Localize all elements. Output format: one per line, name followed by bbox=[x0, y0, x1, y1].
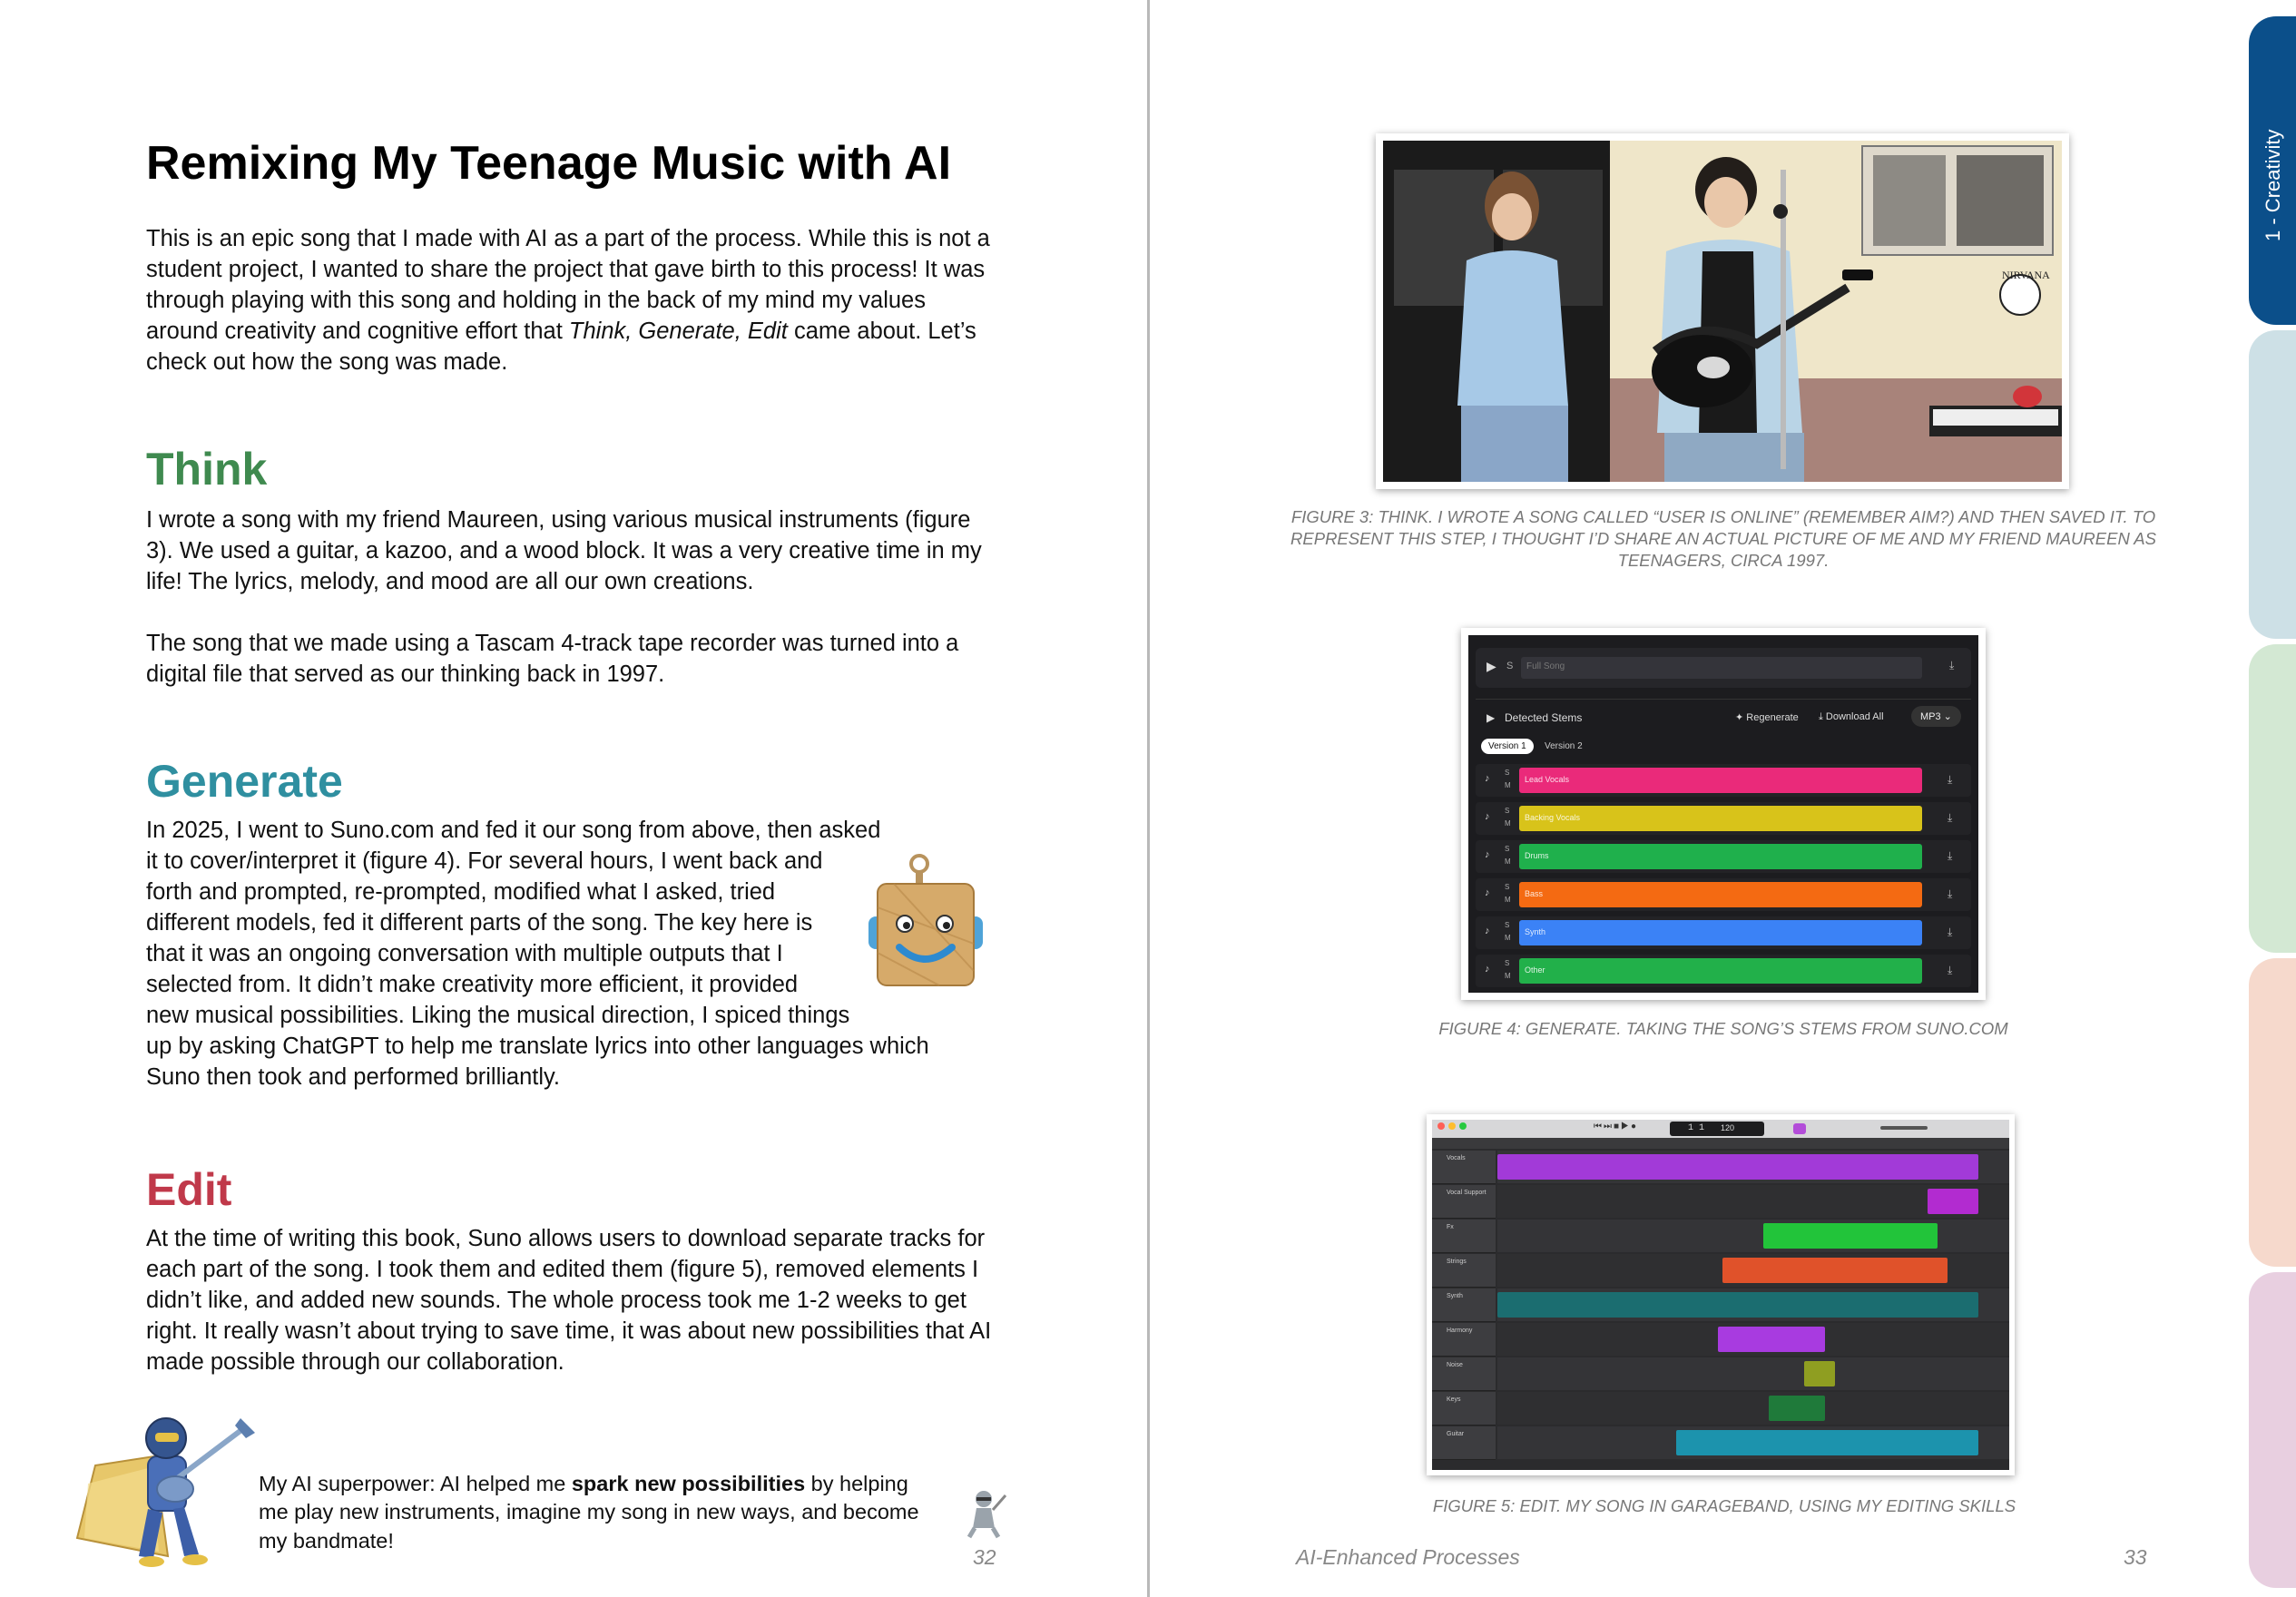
superpower-text: My AI superpower: AI helped me bbox=[259, 1471, 572, 1495]
generate-line: forth and prompted, re-prompted, modified what I asked, tried bbox=[146, 879, 776, 905]
figure-5-caption: FIGURE 5: EDIT. MY SONG IN GARAGEBAND, USING MY EDITING SKILLS bbox=[1432, 1496, 2016, 1515]
stem-waveform[interactable] bbox=[1519, 844, 1922, 869]
track-lane bbox=[1497, 1357, 2009, 1390]
regenerate-label: Regenerate bbox=[1746, 712, 1799, 723]
track-header[interactable] bbox=[1432, 1392, 1496, 1426]
generate-heading: Generate bbox=[146, 756, 343, 807]
track-name: Harmony bbox=[1447, 1328, 1473, 1334]
intro-paragraph bbox=[146, 223, 999, 377]
figure-3-photo bbox=[1376, 133, 2069, 489]
stem-instrument-icon: ♪ bbox=[1485, 849, 1490, 860]
audio-region[interactable] bbox=[1769, 1396, 1825, 1421]
stem-row bbox=[1476, 955, 1971, 987]
download-icon[interactable]: ⤓ bbox=[1949, 659, 1955, 671]
track-header[interactable] bbox=[1432, 1185, 1496, 1219]
track-lane bbox=[1497, 1220, 2009, 1252]
teen-band-photo bbox=[1376, 133, 2069, 489]
solo-mute-toggles[interactable]: S M bbox=[1505, 921, 1511, 942]
stem-label: Drums bbox=[1525, 851, 1549, 860]
generate-paragraph bbox=[146, 815, 954, 1092]
stem-label: Bass bbox=[1525, 889, 1544, 898]
track-name: Noise bbox=[1447, 1362, 1463, 1368]
lcd-position: 1 1 bbox=[1688, 1123, 1705, 1133]
zoom-window-button[interactable] bbox=[1459, 1122, 1467, 1130]
tab-label: 1 - Creativity bbox=[2262, 129, 2284, 241]
track-header[interactable] bbox=[1432, 1357, 1496, 1391]
stem-instrument-icon: ♪ bbox=[1485, 926, 1490, 936]
regenerate-button[interactable]: ✦ Regenerate bbox=[1735, 712, 1799, 723]
page-title: Remixing My Teenage Music with AI bbox=[146, 137, 952, 190]
generate-line: up by asking ChatGPT to help me translate lyrics into other languages which bbox=[146, 1034, 929, 1059]
chapter-footer: AI-Enhanced Processes bbox=[1296, 1545, 1520, 1569]
tab-chapter-2[interactable] bbox=[2249, 330, 2296, 639]
page-number: 33 bbox=[2124, 1545, 2147, 1569]
track-name: Strings bbox=[1447, 1259, 1467, 1265]
track-lane bbox=[1497, 1426, 2009, 1459]
minimize-window-button[interactable] bbox=[1448, 1122, 1456, 1130]
stem-waveform[interactable] bbox=[1519, 806, 1922, 831]
track-name: Guitar bbox=[1447, 1431, 1465, 1437]
full-song-waveform bbox=[1521, 657, 1922, 679]
figure-4-suno-screenshot bbox=[1461, 628, 1986, 1000]
transport-controls[interactable]: ⏮⏭■▶● bbox=[1594, 1122, 1639, 1132]
intro-text: This is an epic song that I made with AI as a part of the process. While this is not a student project, I wanted to share the project that gave birth to this process! It was through playing with this song and holding in the back of my mind my values around creativity and cognitive effort that bbox=[146, 226, 990, 344]
expand-icon[interactable]: ▶ bbox=[1487, 711, 1496, 724]
stem-row bbox=[1476, 764, 1971, 797]
format-label: MP3 bbox=[1920, 711, 1941, 722]
solo-mute-toggles[interactable]: S M bbox=[1505, 807, 1511, 828]
download-icon[interactable]: ⤓ bbox=[1948, 773, 1953, 786]
audio-region[interactable] bbox=[1676, 1430, 1978, 1455]
stem-waveform[interactable] bbox=[1519, 958, 1922, 984]
stem-row bbox=[1476, 916, 1971, 949]
download-icon[interactable]: ⤓ bbox=[1948, 849, 1953, 862]
solo-mute-toggles[interactable]: S M bbox=[1505, 883, 1511, 904]
suno-window bbox=[1468, 635, 1978, 993]
stem-waveform[interactable] bbox=[1519, 920, 1922, 945]
page-number: 32 bbox=[973, 1545, 996, 1569]
track-lane bbox=[1497, 1288, 2009, 1321]
edit-paragraph: At the time of writing this book, Suno allows users to download separate tracks for each part of the song. I took them and edited them (figure 5), removed elements I didn’t like, and added new sounds. The whole process took me 1-2 weeks to get right. It really wasn’t about trying to save time, it was about new possibilities that AI made possible through our collaboration. bbox=[146, 1226, 992, 1375]
intro-text-end: came about. Let’s check out how the song was made. bbox=[146, 318, 976, 375]
poster-text: NIRVANA bbox=[2002, 269, 2050, 281]
solo-mute-toggles[interactable]: S M bbox=[1505, 769, 1511, 789]
stem-waveform[interactable] bbox=[1519, 768, 1922, 793]
track-header[interactable] bbox=[1432, 1254, 1496, 1288]
solo-mute-toggles[interactable]: S M bbox=[1505, 959, 1511, 980]
stem-row bbox=[1476, 878, 1971, 911]
count-in-toggle[interactable] bbox=[1793, 1123, 1806, 1134]
audio-region[interactable] bbox=[1718, 1327, 1825, 1352]
stem-instrument-icon: ♪ bbox=[1485, 964, 1490, 975]
download-all-label: Download All bbox=[1825, 711, 1884, 722]
lcd-display bbox=[1670, 1122, 1764, 1136]
robot-illustration bbox=[858, 853, 994, 998]
superpower-bold: spark new possibilities bbox=[571, 1471, 806, 1495]
superpower-text-end: by helping me play new instruments, imagine my song in new ways, and become my bandmate! bbox=[259, 1471, 919, 1553]
audio-region[interactable] bbox=[1722, 1258, 1948, 1283]
think-paragraph-2: The song that we made using a Tascam 4-track tape recorder was turned into a digital file that served as our thinking back in 1997. bbox=[146, 631, 959, 687]
think-heading: Think bbox=[146, 444, 268, 495]
solo-toggle[interactable]: S bbox=[1506, 661, 1514, 671]
track-lane bbox=[1497, 1151, 2009, 1183]
generate-line: In 2025, I went to Suno.com and fed it our song from above, then asked bbox=[146, 818, 881, 843]
stem-label: Other bbox=[1525, 965, 1545, 975]
audio-region[interactable] bbox=[1928, 1189, 1978, 1214]
generate-line: different models, fed it different parts of the song. The key here is bbox=[146, 910, 813, 936]
track-name: Keys bbox=[1447, 1396, 1461, 1403]
track-header[interactable] bbox=[1432, 1323, 1496, 1357]
stem-instrument-icon: ♪ bbox=[1485, 887, 1490, 898]
track-name: Synth bbox=[1447, 1293, 1463, 1299]
download-icon[interactable]: ⤓ bbox=[1948, 926, 1953, 938]
track-header[interactable] bbox=[1432, 1288, 1496, 1322]
tab-creativity[interactable] bbox=[2249, 16, 2296, 325]
stem-label: Backing Vocals bbox=[1525, 813, 1581, 822]
version-1-tab[interactable]: Version 1 bbox=[1481, 739, 1534, 754]
full-song-row bbox=[1476, 648, 1971, 688]
book-spine bbox=[1147, 0, 1150, 1597]
superpower-callout bbox=[259, 1470, 930, 1556]
version-2-tab[interactable]: Version 2 bbox=[1545, 741, 1583, 751]
figure-3-caption: FIGURE 3: THINK. I WROTE A SONG CALLED “USER IS ONLINE” (REMEMBER AIM?) AND THEN SAVED IT. TO REPRESENT THIS STEP, I THOUGHT I’D SHARE AN ACTUAL PICTURE OF ME AND MY FRIEND MAUREEN AS TEENAGERS, CIRCA 1997. bbox=[1290, 507, 2156, 570]
generate-line: it to cover/interpret it (figure 4). For several hours, I went back and bbox=[146, 848, 823, 874]
download-icon[interactable]: ⤓ bbox=[1948, 887, 1953, 900]
track-lane bbox=[1497, 1323, 2009, 1356]
full-song-label: Full Song bbox=[1526, 661, 1565, 671]
intro-emphasis: Think, Generate, Edit bbox=[568, 318, 788, 344]
audio-region[interactable] bbox=[1497, 1292, 1978, 1318]
audio-region[interactable] bbox=[1497, 1154, 1978, 1180]
edit-heading: Edit bbox=[146, 1164, 232, 1215]
track-header[interactable] bbox=[1432, 1220, 1496, 1253]
lcd-tempo: 120 bbox=[1721, 1123, 1735, 1132]
garageband-toolbar bbox=[1432, 1120, 2009, 1138]
generate-line: that it was an ongoing conversation with multiple outputs that I bbox=[146, 941, 783, 966]
track-name: Fx bbox=[1447, 1224, 1454, 1230]
audio-region[interactable] bbox=[1763, 1223, 1938, 1249]
superhero-guitar-illustration bbox=[68, 1402, 259, 1570]
stem-instrument-icon: ♪ bbox=[1485, 773, 1490, 784]
download-icon[interactable]: ⤓ bbox=[1948, 964, 1953, 976]
download-all-button[interactable]: ⤓ Download All bbox=[1819, 711, 1884, 722]
track-header[interactable] bbox=[1432, 1426, 1496, 1460]
think-paragraph-1: I wrote a song with my friend Maureen, using various musical instruments (figure 3). We used a guitar, a kazoo, and a wood block. It was a very creative time in my life! The lyrics, melody, and mood are all our own creations. bbox=[146, 507, 982, 594]
stem-label: Synth bbox=[1525, 927, 1546, 936]
garageband-window bbox=[1432, 1120, 2009, 1470]
volume-slider[interactable] bbox=[1880, 1126, 1928, 1130]
download-icon[interactable]: ⤓ bbox=[1948, 811, 1953, 824]
chapter-tabs bbox=[2249, 0, 2296, 1597]
track-lane bbox=[1497, 1254, 2009, 1287]
divider bbox=[1476, 699, 1971, 700]
figure-5-garageband-screenshot bbox=[1427, 1114, 2015, 1475]
track-header[interactable] bbox=[1432, 1151, 1496, 1184]
tab-chapter-3[interactable] bbox=[2249, 644, 2296, 953]
stem-row bbox=[1476, 840, 1971, 873]
timeline-ruler bbox=[1432, 1138, 2009, 1149]
stem-waveform[interactable] bbox=[1519, 882, 1922, 907]
close-window-button[interactable] bbox=[1437, 1122, 1445, 1130]
track-name: Vocals bbox=[1447, 1155, 1466, 1161]
generate-line: new musical possibilities. Liking the musical direction, I spiced things bbox=[146, 1003, 850, 1028]
stem-label: Lead Vocals bbox=[1525, 775, 1570, 784]
stem-instrument-icon: ♪ bbox=[1485, 811, 1490, 822]
track-name: Vocal Support bbox=[1447, 1190, 1487, 1196]
ninja-icon bbox=[960, 1488, 1007, 1539]
audio-region[interactable] bbox=[1804, 1361, 1835, 1386]
solo-mute-toggles[interactable]: S M bbox=[1505, 845, 1511, 866]
generate-line: Suno then took and performed brilliantly. bbox=[146, 1064, 560, 1090]
figure-4-caption: FIGURE 4: GENERATE. TAKING THE SONG’S STEMS FROM SUNO.COM bbox=[1438, 1019, 2008, 1038]
generate-line: selected from. It didn’t make creativity more efficient, it provided bbox=[146, 972, 799, 997]
tab-chapter-4[interactable] bbox=[2249, 958, 2296, 1267]
detected-stems-label: Detected Stems bbox=[1505, 711, 1583, 724]
track-lane bbox=[1497, 1392, 2009, 1425]
track-lane bbox=[1497, 1185, 2009, 1218]
tab-chapter-5[interactable] bbox=[2249, 1272, 2296, 1588]
stem-row bbox=[1476, 802, 1971, 835]
play-icon[interactable]: ▶ bbox=[1487, 659, 1496, 673]
format-select[interactable]: MP3 ⌄ bbox=[1911, 706, 1961, 727]
